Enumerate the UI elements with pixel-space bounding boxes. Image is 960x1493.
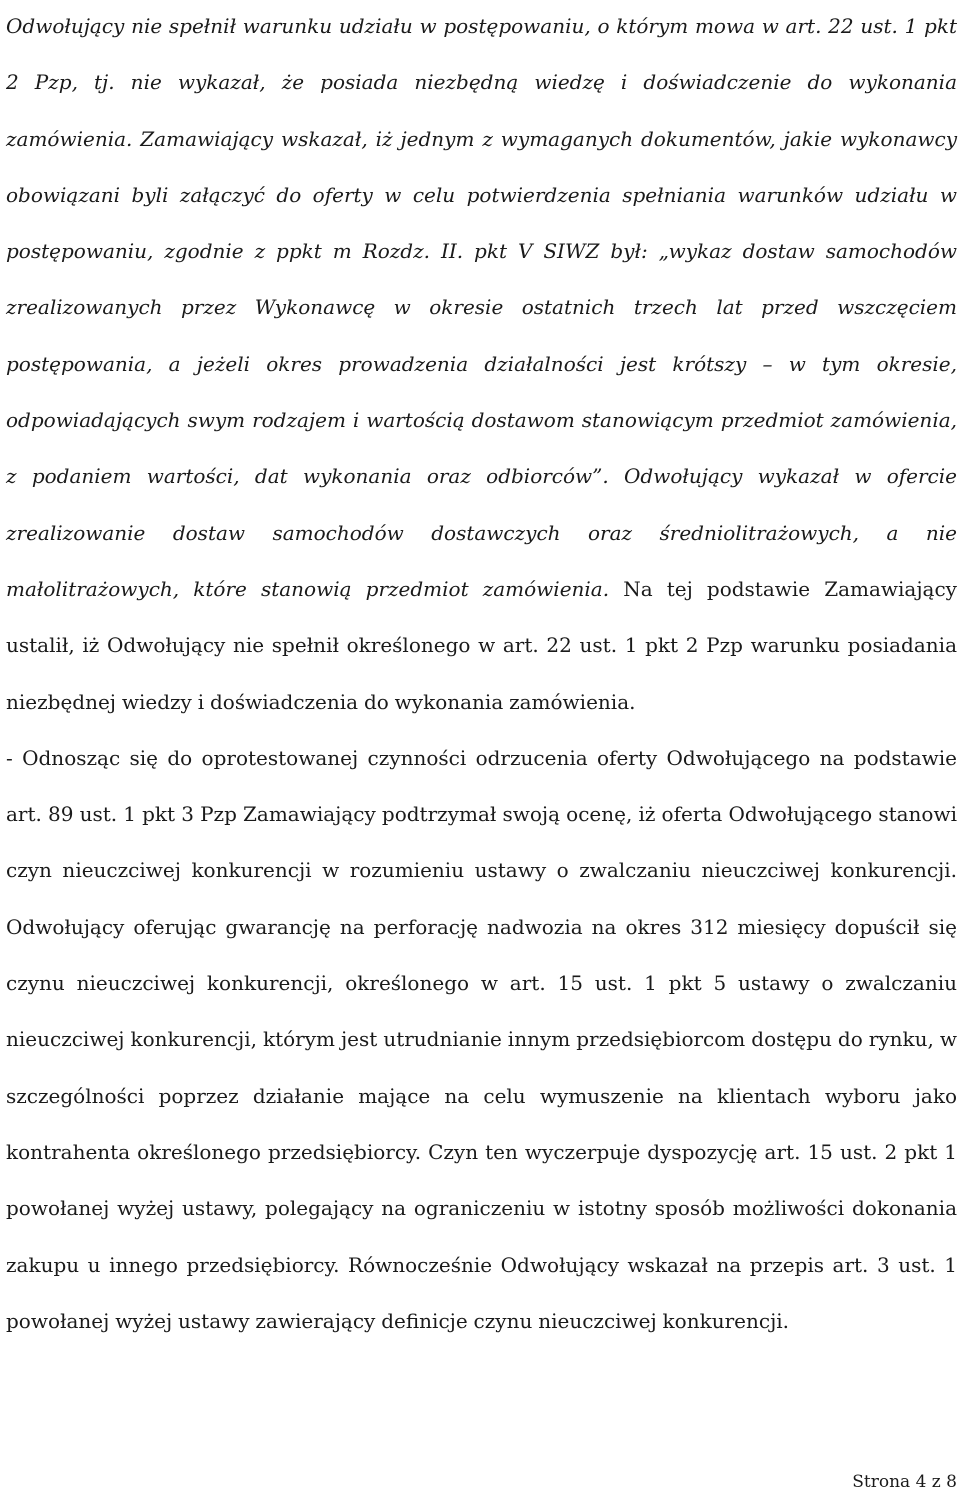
- page-number: Strona 4 z 8: [852, 1472, 957, 1492]
- document-body: [6, 0, 957, 1349]
- paragraph-text: - Odnosząc się do oprotestowanej czynności odrzucenia oferty Odwołującego na podstawie art. 89 ust. 1 pkt 3 Pzp Zamawiający podtrzymał swoją ocenę, iż oferta Odwołującego stanowi czyn nieuczciwej konkurencji w rozumieniu ustawy o zwalczaniu nieuczciwej konkurencji. Odwołujący oferując gwarancję na perforację nadwozia na okres 312 miesięcy dopuścił się czynu nieuczciwej konkurencji, określonego w art. 15 ust. 1 pkt 5 ustawy o zwalczaniu nieuczciwej konkurencji, którym jest utrudnianie innym przedsiębiorcom dostępu do rynku, w szczególności poprzez działanie mające na celu wymuszenie na klientach wyboru jako kontrahenta określonego przedsiębiorcy. Czyn ten wyczerpuje dyspozycję art. 15 ust. 2 pkt 1 powołanej wyżej ustawy, polegający na ograniczeniu w istotny sposób możliwości dokonania zakupu u innego przedsiębiorcy. Równocześnie Odwołujący wskazał na przepis art. 3 ust. 1 powołanej wyżej ustawy zawierający definicje czynu nieuczciwej konkurencji.: [6, 745, 957, 1333]
- paragraph-text: Na tej podstawie Zamawiający ustalił, iż Odwołujący nie spełnił określonego w art. 22 ust. 1 pkt 2 Pzp warunku posiadania niezbędnej wiedzy i doświadczenia do wykonania zamówienia.: [6, 576, 957, 714]
- paragraph: [6, 0, 957, 730]
- paragraph-text-italic: Odwołujący nie spełnił warunku udziału w postępowaniu, o którym mowa w art. 22 ust. 1 pkt 2 Pzp, tj. nie wykazał, że posiada niezbędną wiedzę i doświadczenie do wykonania zamówienia. Zamawiający wskazał, iż jednym z wymaganych dokumentów, jakie wykonawcy obowiązani byli załączyć do oferty w celu potwierdzenia spełniania warunków udziału w postępowaniu, zgodnie z ppkt m Rozdz. II. pkt V SIWZ był: „wykaz dostaw samochodów zrealizowanych przez Wykonawcę w okresie ostatnich trzech lat przed wszczęciem postępowania, a jeżeli okres prowadzenia działalności jest krótszy – w tym okresie, odpowiadających swym rodzajem i wartością dostawom stanowiącym przedmiot zamówienia, z podaniem wartości, dat wykonania oraz odbiorców”. Odwołujący wykazał w ofercie zrealizowanie dostaw samochodów dostawczych oraz średniolitrażowych, a nie małolitrażowych, które stanowią przedmiot zamówienia.: [6, 14, 957, 601]
- paragraph: [6, 730, 957, 1349]
